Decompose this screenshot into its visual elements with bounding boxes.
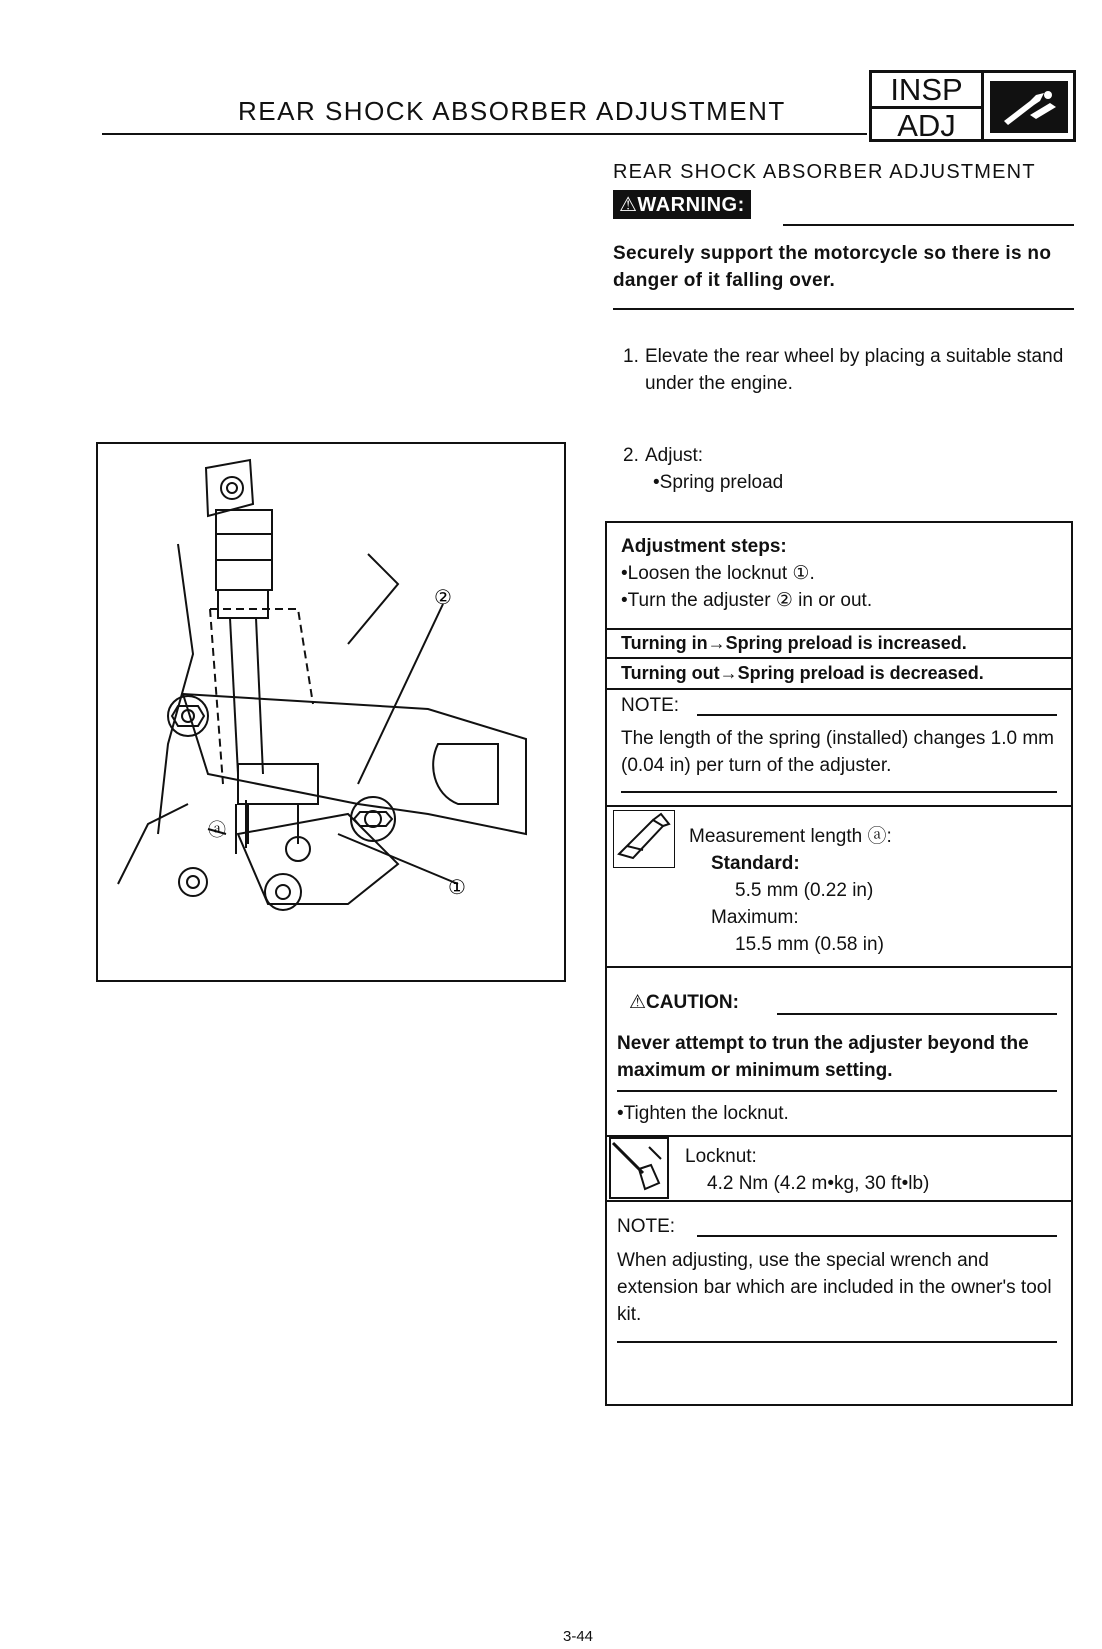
badge-adj: ADJ [897,108,956,143]
step-2 [623,442,1083,496]
warning-end-rule [613,308,1074,310]
page-number: 3-44 [563,1628,594,1645]
maximum-value: 15.5 mm (0.58 in) [735,934,884,955]
badge-insp: INSP [872,73,981,109]
wrench-icon [990,81,1068,133]
callout-a: ⓐ [208,820,226,841]
caution-label: ⚠CAUTION: [629,992,739,1013]
tighten-step: •Tighten the locknut. [617,1103,789,1124]
header-rule [102,133,867,135]
step-1-num: 1. [623,346,639,367]
torque-label: Locknut: [685,1146,757,1167]
adjustment-bullet-2: •Turn the adjuster ② in or out. [621,590,873,611]
section-title: REAR SHOCK ABSORBER ADJUSTMENT [613,161,1036,183]
standard-value: 5.5 mm (0.22 in) [735,880,874,901]
maximum-label: Maximum: [711,907,799,928]
adjustment-bullet-1: •Loosen the locknut ①. [621,563,815,584]
step-2-num: 2. [623,445,639,466]
note-label: NOTE: [621,695,680,716]
step-2-text: Adjust: [645,445,704,466]
callout-1: ① [448,875,466,899]
section-badge [869,70,1076,142]
warning-underline [783,224,1074,226]
note2-label: NOTE: [617,1216,676,1237]
adjustment-heading: Adjustment steps: [621,536,787,557]
step-1 [623,343,1083,397]
warning-label: ⚠WARNING: [613,190,751,219]
turning-in-row: Turning in→Spring preload is increased. [621,633,967,653]
caliper-icon [613,810,675,868]
torque-value: 4.2 Nm (4.2 m•kg, 30 ft•lb) [707,1173,930,1194]
step-1-text: Elevate the rear wheel by placing a suitable stand under the engine. [645,346,1064,394]
step-2-sub: •Spring preload [653,472,784,493]
measurement-title: Measurement length ⓐ: [689,826,892,847]
callout-2: ② [434,585,452,609]
adjustment-box [605,521,1073,1406]
shock-absorber-figure [96,442,566,982]
caution-text: Never attempt to trun the adjuster beyond the maximum or minimum setting. [617,1033,1029,1081]
torque-wrench-icon [609,1137,669,1199]
standard-label: Standard: [711,853,800,874]
turning-out-row: Turning out→Spring preload is decreased. [621,663,984,683]
warning-text: Securely support the motorcycle so there is no danger of it falling over. [613,243,1052,291]
shock-diagram [98,444,564,980]
note2-text: When adjusting, use the special wrench and extension bar which are included in the owner's tool kit. [617,1250,1052,1325]
page-title: REAR SHOCK ABSORBER ADJUSTMENT [238,96,786,126]
note-text: The length of the spring (installed) changes 1.0 mm (0.04 in) per turn of the adjuster. [621,728,1055,776]
